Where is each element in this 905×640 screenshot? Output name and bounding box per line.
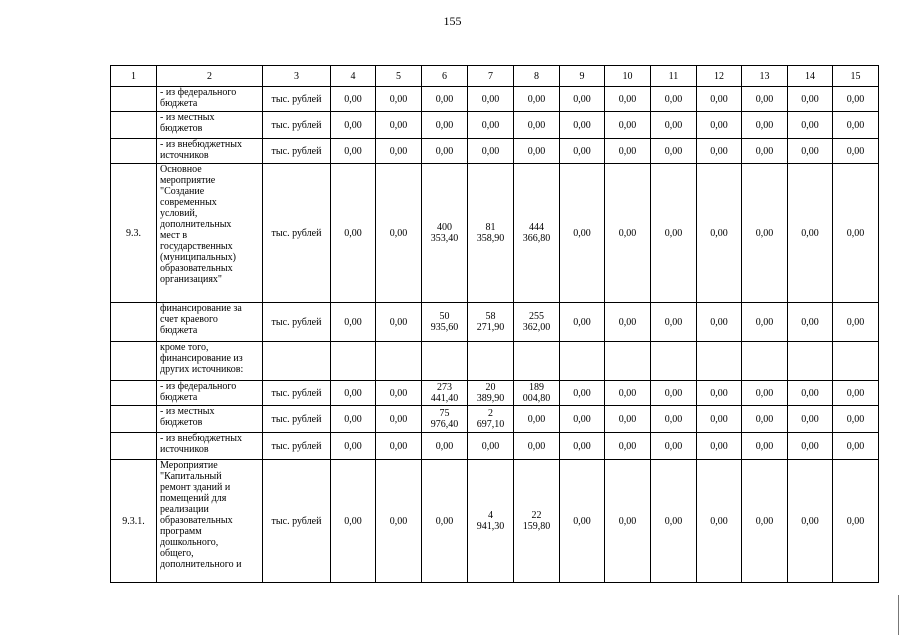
value-cell: 0,00 <box>833 164 879 303</box>
table-row <box>111 406 879 433</box>
value-cell: 0,00 <box>468 433 514 460</box>
value-cell: 20 389,90 <box>468 381 514 406</box>
column-header: 9 <box>560 66 605 87</box>
value-cell: 0,00 <box>651 112 697 139</box>
value-cell <box>560 342 605 381</box>
value-cell: 0,00 <box>605 433 651 460</box>
column-header: 12 <box>697 66 742 87</box>
value-cell: 0,00 <box>697 139 742 164</box>
value-cell <box>422 342 468 381</box>
value-cell: 0,00 <box>331 87 376 112</box>
value-cell: 273 441,40 <box>422 381 468 406</box>
value-cell: 0,00 <box>833 139 879 164</box>
value-cell: 0,00 <box>833 87 879 112</box>
value-cell: 0,00 <box>651 406 697 433</box>
value-cell: 0,00 <box>697 460 742 583</box>
column-header: 3 <box>263 66 331 87</box>
page-number: 155 <box>443 14 462 28</box>
value-cell <box>697 342 742 381</box>
unit: тыс. рублей <box>263 303 331 342</box>
table-row <box>111 381 879 406</box>
value-cell: 0,00 <box>331 460 376 583</box>
column-header: 5 <box>376 66 422 87</box>
value-cell: 0,00 <box>376 381 422 406</box>
value-cell: 0,00 <box>514 87 560 112</box>
column-header: 14 <box>788 66 833 87</box>
column-header-row <box>111 66 879 87</box>
row-number: 9.3. <box>111 164 157 303</box>
value-cell: 0,00 <box>331 303 376 342</box>
value-cell: 0,00 <box>788 406 833 433</box>
value-cell: 0,00 <box>651 164 697 303</box>
value-cell: 0,00 <box>788 381 833 406</box>
row-description: - из внебюджетных источников <box>157 139 263 164</box>
value-cell: 0,00 <box>697 303 742 342</box>
value-cell: 0,00 <box>376 87 422 112</box>
value-cell: 0,00 <box>742 139 788 164</box>
table-row <box>111 433 879 460</box>
value-cell <box>788 342 833 381</box>
value-cell: 0,00 <box>468 87 514 112</box>
value-cell: 0,00 <box>331 433 376 460</box>
row-number <box>111 87 157 112</box>
table-row <box>111 87 879 112</box>
value-cell: 0,00 <box>651 460 697 583</box>
value-cell: 0,00 <box>422 112 468 139</box>
row-description: - из местных бюджетов <box>157 406 263 433</box>
value-cell: 22 159,80 <box>514 460 560 583</box>
value-cell: 50 935,60 <box>422 303 468 342</box>
value-cell: 0,00 <box>331 164 376 303</box>
row-number <box>111 139 157 164</box>
column-header: 2 <box>157 66 263 87</box>
value-cell: 0,00 <box>376 460 422 583</box>
unit: тыс. рублей <box>263 112 331 139</box>
value-cell: 189 004,80 <box>514 381 560 406</box>
value-cell: 58 271,90 <box>468 303 514 342</box>
value-cell: 0,00 <box>833 406 879 433</box>
table-row <box>111 460 879 583</box>
value-cell: 0,00 <box>697 406 742 433</box>
value-cell: 0,00 <box>742 381 788 406</box>
value-cell: 0,00 <box>697 433 742 460</box>
value-cell: 0,00 <box>376 164 422 303</box>
value-cell: 0,00 <box>833 460 879 583</box>
column-header: 13 <box>742 66 788 87</box>
value-cell: 2 697,10 <box>468 406 514 433</box>
value-cell: 0,00 <box>468 139 514 164</box>
value-cell: 0,00 <box>331 381 376 406</box>
value-cell: 255 362,00 <box>514 303 560 342</box>
value-cell: 0,00 <box>514 112 560 139</box>
value-cell: 0,00 <box>833 433 879 460</box>
value-cell <box>833 342 879 381</box>
table-row <box>111 342 879 381</box>
value-cell: 0,00 <box>833 112 879 139</box>
value-cell: 4 941,30 <box>468 460 514 583</box>
value-cell: 0,00 <box>788 460 833 583</box>
value-cell: 0,00 <box>788 139 833 164</box>
value-cell <box>605 342 651 381</box>
value-cell: 0,00 <box>697 381 742 406</box>
value-cell <box>331 342 376 381</box>
value-cell: 0,00 <box>560 433 605 460</box>
value-cell: 0,00 <box>605 303 651 342</box>
value-cell: 0,00 <box>560 112 605 139</box>
row-number <box>111 112 157 139</box>
value-cell: 444 366,80 <box>514 164 560 303</box>
value-cell: 0,00 <box>514 406 560 433</box>
value-cell: 0,00 <box>833 303 879 342</box>
row-description: - из федерального бюджета <box>157 87 263 112</box>
value-cell <box>742 342 788 381</box>
row-number <box>111 342 157 381</box>
value-cell: 0,00 <box>742 406 788 433</box>
value-cell: 75 976,40 <box>422 406 468 433</box>
value-cell: 0,00 <box>742 433 788 460</box>
value-cell: 0,00 <box>514 433 560 460</box>
value-cell: 0,00 <box>788 303 833 342</box>
row-number <box>111 303 157 342</box>
value-cell: 0,00 <box>651 139 697 164</box>
value-cell: 0,00 <box>331 406 376 433</box>
value-cell: 0,00 <box>376 303 422 342</box>
value-cell: 0,00 <box>422 139 468 164</box>
value-cell: 0,00 <box>560 406 605 433</box>
value-cell: 0,00 <box>788 164 833 303</box>
value-cell: 0,00 <box>788 112 833 139</box>
value-cell: 0,00 <box>560 139 605 164</box>
unit: тыс. рублей <box>263 164 331 303</box>
column-header: 8 <box>514 66 560 87</box>
value-cell: 0,00 <box>742 112 788 139</box>
column-header: 4 <box>331 66 376 87</box>
value-cell: 0,00 <box>560 164 605 303</box>
column-header: 1 <box>111 66 157 87</box>
value-cell: 0,00 <box>651 87 697 112</box>
value-cell: 0,00 <box>376 112 422 139</box>
unit <box>263 342 331 381</box>
value-cell: 0,00 <box>651 381 697 406</box>
table-row <box>111 164 879 303</box>
value-cell: 0,00 <box>560 460 605 583</box>
value-cell: 0,00 <box>560 87 605 112</box>
value-cell <box>651 342 697 381</box>
value-cell <box>376 342 422 381</box>
column-header: 7 <box>468 66 514 87</box>
value-cell: 0,00 <box>376 406 422 433</box>
value-cell: 0,00 <box>422 87 468 112</box>
page-edge-mark <box>898 595 903 635</box>
value-cell: 0,00 <box>833 381 879 406</box>
column-header: 6 <box>422 66 468 87</box>
value-cell: 0,00 <box>605 381 651 406</box>
value-cell: 0,00 <box>331 112 376 139</box>
value-cell: 0,00 <box>742 303 788 342</box>
value-cell: 0,00 <box>376 139 422 164</box>
value-cell: 0,00 <box>422 433 468 460</box>
budget-table <box>110 65 879 583</box>
unit: тыс. рублей <box>263 433 331 460</box>
value-cell: 0,00 <box>605 406 651 433</box>
value-cell: 0,00 <box>560 303 605 342</box>
column-header: 10 <box>605 66 651 87</box>
row-number <box>111 433 157 460</box>
value-cell: 0,00 <box>605 87 651 112</box>
row-description: Мероприятие "Капитальный ремонт зданий и помещений для реализации образовательных программ дошкольного, общего, дополнительного и <box>157 460 263 583</box>
value-cell: 0,00 <box>697 87 742 112</box>
value-cell: 0,00 <box>742 87 788 112</box>
value-cell: 0,00 <box>788 87 833 112</box>
unit: тыс. рублей <box>263 406 331 433</box>
unit: тыс. рублей <box>263 460 331 583</box>
value-cell: 81 358,90 <box>468 164 514 303</box>
value-cell: 0,00 <box>422 460 468 583</box>
value-cell: 0,00 <box>605 460 651 583</box>
unit: тыс. рублей <box>263 139 331 164</box>
column-header: 11 <box>651 66 697 87</box>
value-cell: 0,00 <box>742 460 788 583</box>
value-cell: 0,00 <box>651 303 697 342</box>
value-cell <box>514 342 560 381</box>
value-cell: 0,00 <box>376 433 422 460</box>
row-number <box>111 381 157 406</box>
table-row <box>111 139 879 164</box>
row-description: Основное мероприятие "Создание современных условий, дополнительных мест в государственных (муниципальных) образовательных организациях" <box>157 164 263 303</box>
value-cell: 0,00 <box>331 139 376 164</box>
table-row <box>111 303 879 342</box>
value-cell: 0,00 <box>697 112 742 139</box>
unit: тыс. рублей <box>263 381 331 406</box>
unit: тыс. рублей <box>263 87 331 112</box>
row-number: 9.3.1. <box>111 460 157 583</box>
row-description: кроме того, финансирование из других источников: <box>157 342 263 381</box>
value-cell: 0,00 <box>605 139 651 164</box>
value-cell: 0,00 <box>560 381 605 406</box>
row-description: - из местных бюджетов <box>157 112 263 139</box>
column-header: 15 <box>833 66 879 87</box>
value-cell: 400 353,40 <box>422 164 468 303</box>
row-description: - из федерального бюджета <box>157 381 263 406</box>
value-cell: 0,00 <box>605 164 651 303</box>
row-number <box>111 406 157 433</box>
table-row <box>111 112 879 139</box>
value-cell <box>468 342 514 381</box>
row-description: финансирование за счет краевого бюджета <box>157 303 263 342</box>
value-cell: 0,00 <box>468 112 514 139</box>
row-description: - из внебюджетных источников <box>157 433 263 460</box>
value-cell: 0,00 <box>651 433 697 460</box>
value-cell: 0,00 <box>742 164 788 303</box>
value-cell: 0,00 <box>788 433 833 460</box>
value-cell: 0,00 <box>697 164 742 303</box>
value-cell: 0,00 <box>514 139 560 164</box>
value-cell: 0,00 <box>605 112 651 139</box>
